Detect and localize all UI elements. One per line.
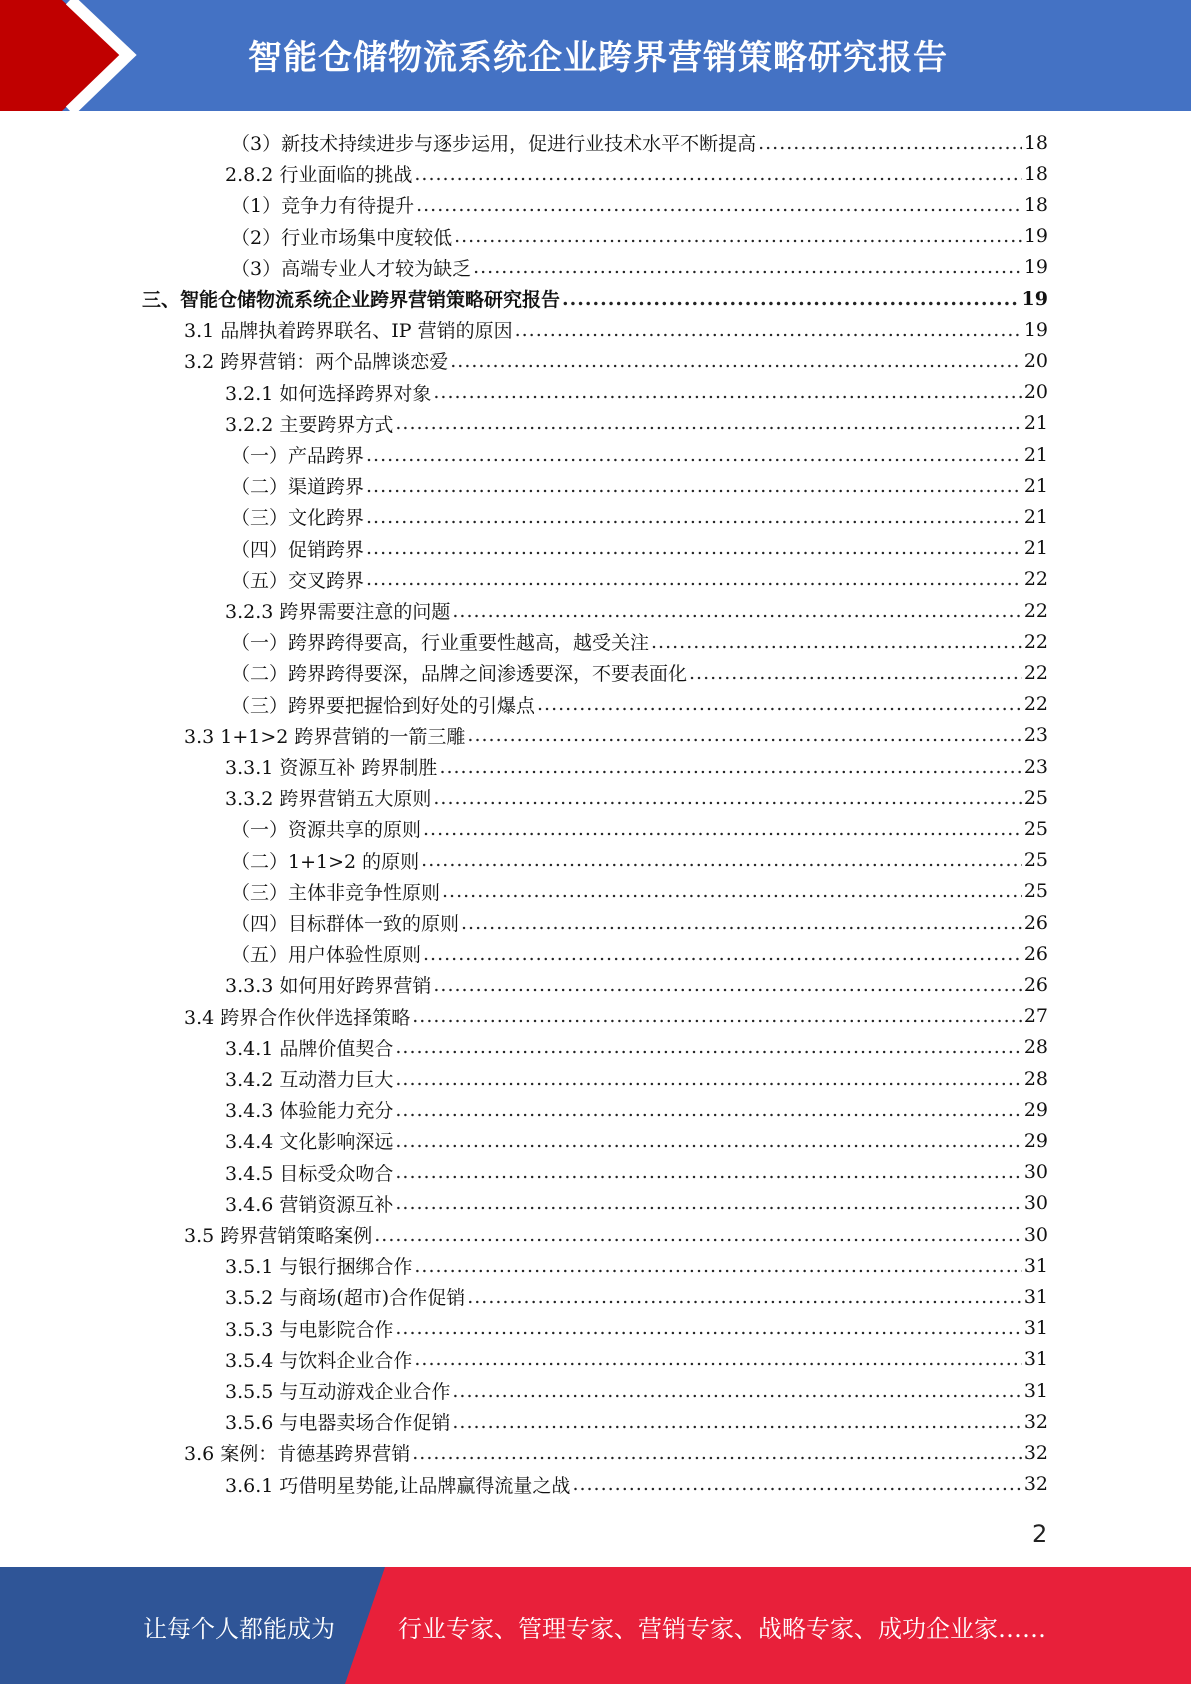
toc-entry-label: 3.5 跨界营销策略案例 — [184, 1225, 373, 1247]
toc-entry-page: 19 — [1023, 225, 1048, 248]
toc-entry-label: 3.4 跨界合作伙伴选择策略 — [184, 1006, 411, 1029]
page-number: 2 — [1032, 1520, 1048, 1548]
toc-entry-page: 32 — [1023, 1441, 1048, 1464]
toc-entry-label: 3.4.3 体验能力充分 — [225, 1100, 394, 1123]
toc-entry-page: 25 — [1023, 880, 1048, 903]
toc-entry-page: 21 — [1023, 474, 1048, 497]
toc-leader-dots — [572, 1473, 1021, 1495]
toc-entry-label: （2）行业市场集中度较低 — [231, 226, 453, 249]
toc-entry-label: 3.3.3 如何用好跨界营销 — [225, 975, 432, 998]
toc-leader-dots — [450, 350, 1022, 372]
toc-entry[interactable] — [184, 314, 1048, 345]
toc-entry-label: 2.8.2 行业面临的挑战 — [225, 164, 413, 187]
toc-entry[interactable] — [225, 1406, 1048, 1437]
toc-entry-page: 18 — [1023, 162, 1048, 185]
toc-entry[interactable] — [231, 657, 1048, 688]
toc-entry-label: 三、智能仓储物流系统企业跨界营销策略研究报告 — [142, 289, 561, 311]
toc-entry-label: （3）高端专业人才较为缺乏 — [231, 257, 472, 280]
toc-entry[interactable] — [231, 501, 1048, 532]
toc-leader-dots — [414, 163, 1021, 185]
toc-entry-label: 3.4.4 文化影响深远 — [225, 1131, 394, 1154]
toc-leader-dots — [395, 412, 1021, 434]
toc-leader-dots — [461, 912, 1022, 934]
toc-entry[interactable] — [225, 595, 1048, 626]
toc-entry-label: 3.2 跨界营销：两个品牌谈恋爱 — [184, 351, 449, 374]
page-header — [0, 0, 1191, 111]
toc-entry-label: 3.3 1+1>2 跨界营销的一箭三雕 — [184, 725, 466, 748]
toc-leader-dots — [473, 256, 1022, 278]
toc-leader-dots — [412, 1442, 1022, 1464]
toc-entry[interactable] — [225, 1063, 1048, 1094]
header-chevron-icon — [0, 0, 160, 111]
toc-leader-dots — [439, 756, 1021, 778]
toc-entry-page: 28 — [1023, 1067, 1048, 1090]
toc-entry-page: 29 — [1023, 1098, 1048, 1121]
toc-entry[interactable] — [231, 938, 1048, 969]
toc-entry[interactable] — [225, 158, 1048, 189]
toc-entry-page: 32 — [1023, 1410, 1048, 1433]
toc-entry-label: 3.1 品牌执着跨界联名、IP 营销的原因 — [184, 320, 513, 343]
toc-entry[interactable] — [231, 813, 1048, 844]
toc-entry-label: （一）资源共享的原则 — [231, 819, 422, 842]
toc-entry-page: 21 — [1023, 412, 1048, 435]
toc-leader-dots — [395, 1130, 1021, 1152]
toc-leader-dots — [452, 1411, 1021, 1433]
toc-entry-page: 27 — [1023, 1005, 1048, 1028]
toc-entry-label: 3.6 案例：肯德基跨界营销 — [184, 1443, 411, 1466]
toc-entry[interactable] — [231, 845, 1048, 876]
toc-entry[interactable] — [225, 1375, 1048, 1406]
toc-leader-dots — [395, 1317, 1021, 1339]
toc-leader-dots — [412, 1005, 1022, 1027]
toc-entry-label: （四）促销跨界 — [231, 538, 365, 561]
toc-entry[interactable] — [231, 221, 1048, 252]
toc-leader-dots — [421, 849, 1022, 871]
toc-entry-label: （三）文化跨界 — [231, 507, 365, 530]
toc-leader-dots — [395, 1161, 1021, 1183]
toc-entry-page: 30 — [1023, 1223, 1048, 1246]
toc-leader-dots — [442, 880, 1022, 902]
toc-entry[interactable] — [225, 1032, 1048, 1063]
toc-entry-page: 21 — [1023, 505, 1048, 528]
toc-leader-dots — [651, 631, 1022, 653]
toc-entry[interactable] — [225, 1094, 1048, 1125]
toc-entry-label: 3.4.2 互动潜力巨大 — [225, 1069, 394, 1091]
toc-entry[interactable] — [231, 470, 1048, 501]
toc-entry[interactable] — [231, 626, 1048, 657]
toc-entry[interactable] — [225, 1281, 1048, 1312]
toc-leader-dots — [414, 1255, 1021, 1277]
toc-entry[interactable] — [184, 1437, 1048, 1468]
toc-entry-page: 32 — [1023, 1473, 1048, 1496]
toc-entry-label: （一）产品跨界 — [231, 445, 365, 467]
footer-expert-list: 行业专家、管理专家、营销专家、战略专家、成功企业家…… — [398, 1615, 1046, 1643]
toc-entry-label: （1）竞争力有待提升 — [231, 195, 415, 218]
toc-entry-page: 25 — [1023, 817, 1048, 840]
toc-entry[interactable] — [225, 1250, 1048, 1281]
toc-entry[interactable] — [184, 345, 1048, 376]
toc-entry[interactable] — [225, 377, 1048, 408]
toc-entry-label: （五）用户体验性原则 — [231, 944, 422, 967]
toc-leader-dots — [395, 1099, 1021, 1121]
toc-entry-label: 3.4.1 品牌价值契合 — [225, 1037, 394, 1060]
toc-entry-page: 26 — [1023, 911, 1048, 934]
toc-entry-label: 3.5.2 与商场(超市)合作促销 — [225, 1287, 466, 1310]
toc-entry[interactable] — [225, 1125, 1048, 1156]
toc-entry[interactable] — [225, 1344, 1048, 1375]
toc-entry[interactable] — [225, 1313, 1048, 1344]
toc-leader-dots — [366, 568, 1022, 590]
toc-leader-dots — [562, 288, 1020, 310]
toc-leader-dots — [515, 319, 1022, 341]
toc-entry-label: （二）1+1>2 的原则 — [231, 850, 420, 873]
toc-leader-dots — [537, 693, 1022, 715]
toc-entry-page: 31 — [1023, 1379, 1048, 1402]
toc-leader-dots — [366, 506, 1022, 528]
toc-entry-label: （三）跨界要把握恰到好处的引爆点 — [231, 694, 536, 717]
toc-entry-page: 20 — [1023, 349, 1048, 372]
toc-entry-label: 3.5.5 与互动游戏企业合作 — [225, 1381, 451, 1403]
toc-leader-dots — [423, 818, 1022, 840]
toc-leader-dots — [467, 1286, 1022, 1308]
toc-entry-page: 25 — [1023, 849, 1048, 872]
toc-entry-page: 19 — [1021, 287, 1048, 310]
toc-leader-dots — [452, 600, 1021, 622]
toc-leader-dots — [414, 1348, 1021, 1370]
toc-leader-dots — [366, 475, 1022, 497]
toc-entry-label: （二）跨界跨得要深，品牌之间渗透要深，不要表面化 — [231, 663, 688, 686]
toc-entry-label: 3.5.4 与饮料企业合作 — [225, 1349, 413, 1372]
toc-entry-page: 19 — [1023, 256, 1048, 279]
toc-leader-dots — [452, 1380, 1021, 1402]
toc-entry-page: 22 — [1023, 693, 1048, 716]
toc-entry-label: （二）渠道跨界 — [231, 476, 365, 499]
toc-entry-label: 3.5.6 与电器卖场合作促销 — [225, 1412, 451, 1435]
toc-entry-page: 31 — [1023, 1285, 1048, 1308]
toc-entry-page: 18 — [1023, 131, 1048, 154]
toc-entry-label: 3.5.3 与电影院合作 — [225, 1318, 394, 1341]
toc-leader-dots — [395, 1068, 1021, 1090]
toc-entry-page: 22 — [1023, 630, 1048, 653]
toc-entry-page: 30 — [1023, 1161, 1048, 1184]
toc-entry[interactable] — [142, 283, 1048, 314]
toc-entry-page: 23 — [1023, 755, 1048, 778]
toc-entry[interactable] — [231, 252, 1048, 283]
toc-entry[interactable] — [231, 127, 1048, 158]
toc-entry-label: 3.4.5 目标受众吻合 — [225, 1162, 394, 1185]
toc-entry-label: 3.5.1 与银行捆绑合作 — [225, 1256, 413, 1279]
toc-entry[interactable] — [225, 751, 1048, 782]
toc-entry-label: （三）主体非竞争性原则 — [231, 881, 441, 904]
toc-entry[interactable] — [184, 1219, 1048, 1250]
toc-entry-label: （五）交叉跨界 — [231, 569, 365, 592]
toc-entry-label: 3.4.6 营销资源互补 — [225, 1193, 394, 1216]
toc-entry[interactable] — [225, 1157, 1048, 1188]
toc-entry-page: 20 — [1023, 381, 1048, 404]
toc-entry-page: 31 — [1023, 1348, 1048, 1371]
toc-entry-label: （四）目标群体一致的原则 — [231, 913, 460, 935]
toc-entry-page: 26 — [1023, 942, 1048, 965]
toc-entry-page: 18 — [1023, 193, 1048, 216]
toc-entry[interactable] — [231, 907, 1048, 938]
toc-entry-label: 3.3.1 资源互补 跨界制胜 — [225, 757, 438, 779]
toc-entry-page: 22 — [1023, 568, 1048, 591]
toc-entry[interactable] — [225, 969, 1048, 1000]
toc-entry-page: 25 — [1023, 786, 1048, 809]
toc-entry-page: 22 — [1023, 661, 1048, 684]
toc-leader-dots — [433, 974, 1021, 996]
toc-entry[interactable] — [225, 1469, 1048, 1500]
toc-leader-dots — [467, 724, 1021, 746]
toc-entry-page: 23 — [1023, 724, 1048, 747]
toc-leader-dots — [758, 132, 1022, 154]
toc-leader-dots — [366, 537, 1022, 559]
toc-entry-label: （3）新技术持续进步与逐步运用，促进行业技术水平不断提高 — [231, 133, 757, 155]
toc-entry[interactable] — [184, 1001, 1048, 1032]
toc-leader-dots — [689, 662, 1022, 684]
toc-entry-page: 31 — [1023, 1317, 1048, 1340]
toc-entry[interactable] — [231, 689, 1048, 720]
toc-entry[interactable] — [225, 1188, 1048, 1219]
toc-leader-dots — [374, 1224, 1022, 1246]
toc-entry[interactable] — [225, 408, 1048, 439]
toc-leader-dots — [423, 943, 1022, 965]
toc-entry-page: 29 — [1023, 1129, 1048, 1152]
toc-leader-dots — [433, 787, 1021, 809]
toc-entry-label: （一）跨界跨得要高，行业重要性越高，越受关注 — [231, 632, 650, 655]
toc-entry[interactable] — [231, 189, 1048, 220]
toc-leader-dots — [366, 444, 1022, 466]
toc-entry-page: 28 — [1023, 1036, 1048, 1059]
toc-entry-page: 30 — [1023, 1192, 1048, 1215]
footer-slogan: 让每个人都能成为 — [143, 1615, 335, 1643]
toc-entry-label: 3.2.3 跨界需要注意的问题 — [225, 601, 451, 623]
page-footer — [0, 1567, 1191, 1684]
toc-entry-page: 21 — [1023, 443, 1048, 466]
toc-entry-label: 3.3.2 跨界营销五大原则 — [225, 788, 432, 811]
toc-leader-dots — [416, 194, 1022, 216]
toc-entry-label: 3.2.1 如何选择跨界对象 — [225, 382, 432, 405]
toc-entry[interactable] — [184, 720, 1048, 751]
toc-entry[interactable] — [231, 439, 1048, 470]
toc-entry-page: 22 — [1023, 599, 1048, 622]
toc-entry[interactable] — [231, 876, 1048, 907]
toc-leader-dots — [395, 1192, 1021, 1214]
toc-leader-dots — [454, 225, 1022, 247]
toc-entry-page: 21 — [1023, 537, 1048, 560]
toc-entry[interactable] — [231, 564, 1048, 595]
toc-entry-page: 26 — [1023, 973, 1048, 996]
toc-leader-dots — [395, 1036, 1021, 1058]
report-title: 智能仓储物流系统企业跨界营销策略研究报告 — [248, 38, 948, 78]
toc-entry-label: 3.6.1 巧借明星势能,让品牌赢得流量之战 — [225, 1474, 571, 1497]
toc-entry[interactable] — [231, 533, 1048, 564]
toc-entry-page: 19 — [1023, 318, 1048, 341]
toc-leader-dots — [433, 381, 1021, 403]
toc-entry-label: 3.2.2 主要跨界方式 — [225, 413, 394, 436]
toc-entry[interactable] — [225, 782, 1048, 813]
toc-entry-page: 31 — [1023, 1254, 1048, 1277]
